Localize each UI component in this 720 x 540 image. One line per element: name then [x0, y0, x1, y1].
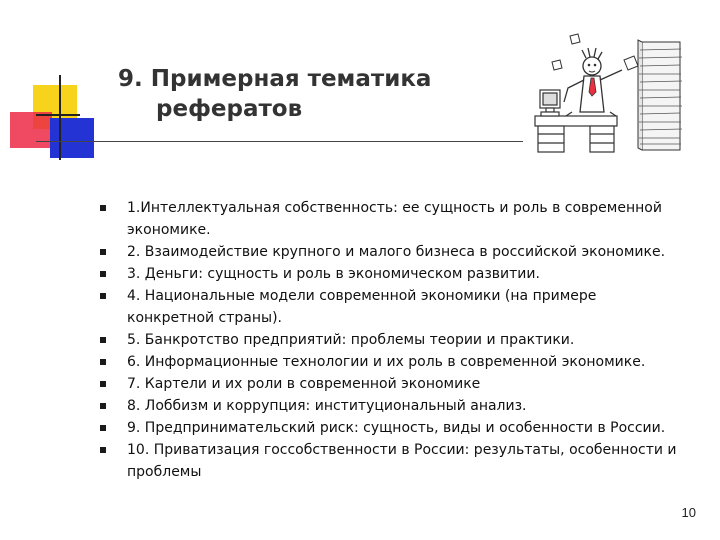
list-item	[100, 373, 680, 395]
bullet-square-icon	[100, 337, 106, 343]
decor-horizontal-line-short	[36, 114, 80, 116]
bullet-square-icon	[100, 293, 106, 299]
list-item-text: 1.Интеллектуальная собственность: ее сущность и роль в современной экономике.	[127, 200, 662, 238]
list-item	[100, 417, 680, 439]
bullet-square-icon	[100, 447, 106, 453]
list-item	[100, 285, 680, 329]
topic-list	[100, 197, 680, 483]
slide-title-line2: рефератов	[156, 96, 303, 122]
list-item	[100, 439, 680, 483]
list-item-text: 2. Взаимодействие крупного и малого бизнеса в российской экономике.	[127, 244, 666, 260]
bullet-square-icon	[100, 359, 106, 365]
slide-title-line1: 9. Примерная тематика	[118, 66, 432, 92]
list-item-text: 9. Предпринимательский риск: сущность, виды и особенности в России.	[127, 420, 666, 436]
bullet-square-icon	[100, 381, 106, 387]
list-item	[100, 241, 680, 263]
list-item	[100, 263, 680, 285]
list-item	[100, 329, 680, 351]
decor-red-square	[10, 112, 52, 148]
list-item-text: 7. Картели и их роли в современной экономике	[127, 376, 481, 392]
list-item-text: 3. Деньги: сущность и роль в экономическом развитии.	[127, 266, 540, 282]
decor-blue-square	[50, 118, 94, 158]
bullet-square-icon	[100, 271, 106, 277]
list-item-text: 5. Банкротство предприятий: проблемы теории и практики.	[127, 332, 575, 348]
list-item-text: 8. Лоббизм и коррупция: институциональный анализ.	[127, 398, 527, 414]
list-item	[100, 351, 680, 373]
title-underline	[36, 141, 523, 142]
list-item	[100, 395, 680, 417]
bullet-square-icon	[100, 249, 106, 255]
list-item	[100, 197, 680, 241]
list-item-text: 10. Приватизация госсобственности в России: результаты, особенности и проблемы	[127, 442, 677, 480]
list-item-text: 6. Информационные технологии и их роль в современной экономике.	[127, 354, 646, 370]
list-item-text: 4. Национальные модели современной экономики (на примере конкретной страны).	[127, 288, 597, 326]
bullet-square-icon	[100, 403, 106, 409]
decor-vertical-line	[59, 75, 61, 160]
bullet-square-icon	[100, 205, 106, 211]
office-worker-paper-stack-icon	[530, 22, 695, 154]
page-number: 10	[681, 505, 696, 520]
bullet-square-icon	[100, 425, 106, 431]
slide-title	[118, 64, 518, 124]
